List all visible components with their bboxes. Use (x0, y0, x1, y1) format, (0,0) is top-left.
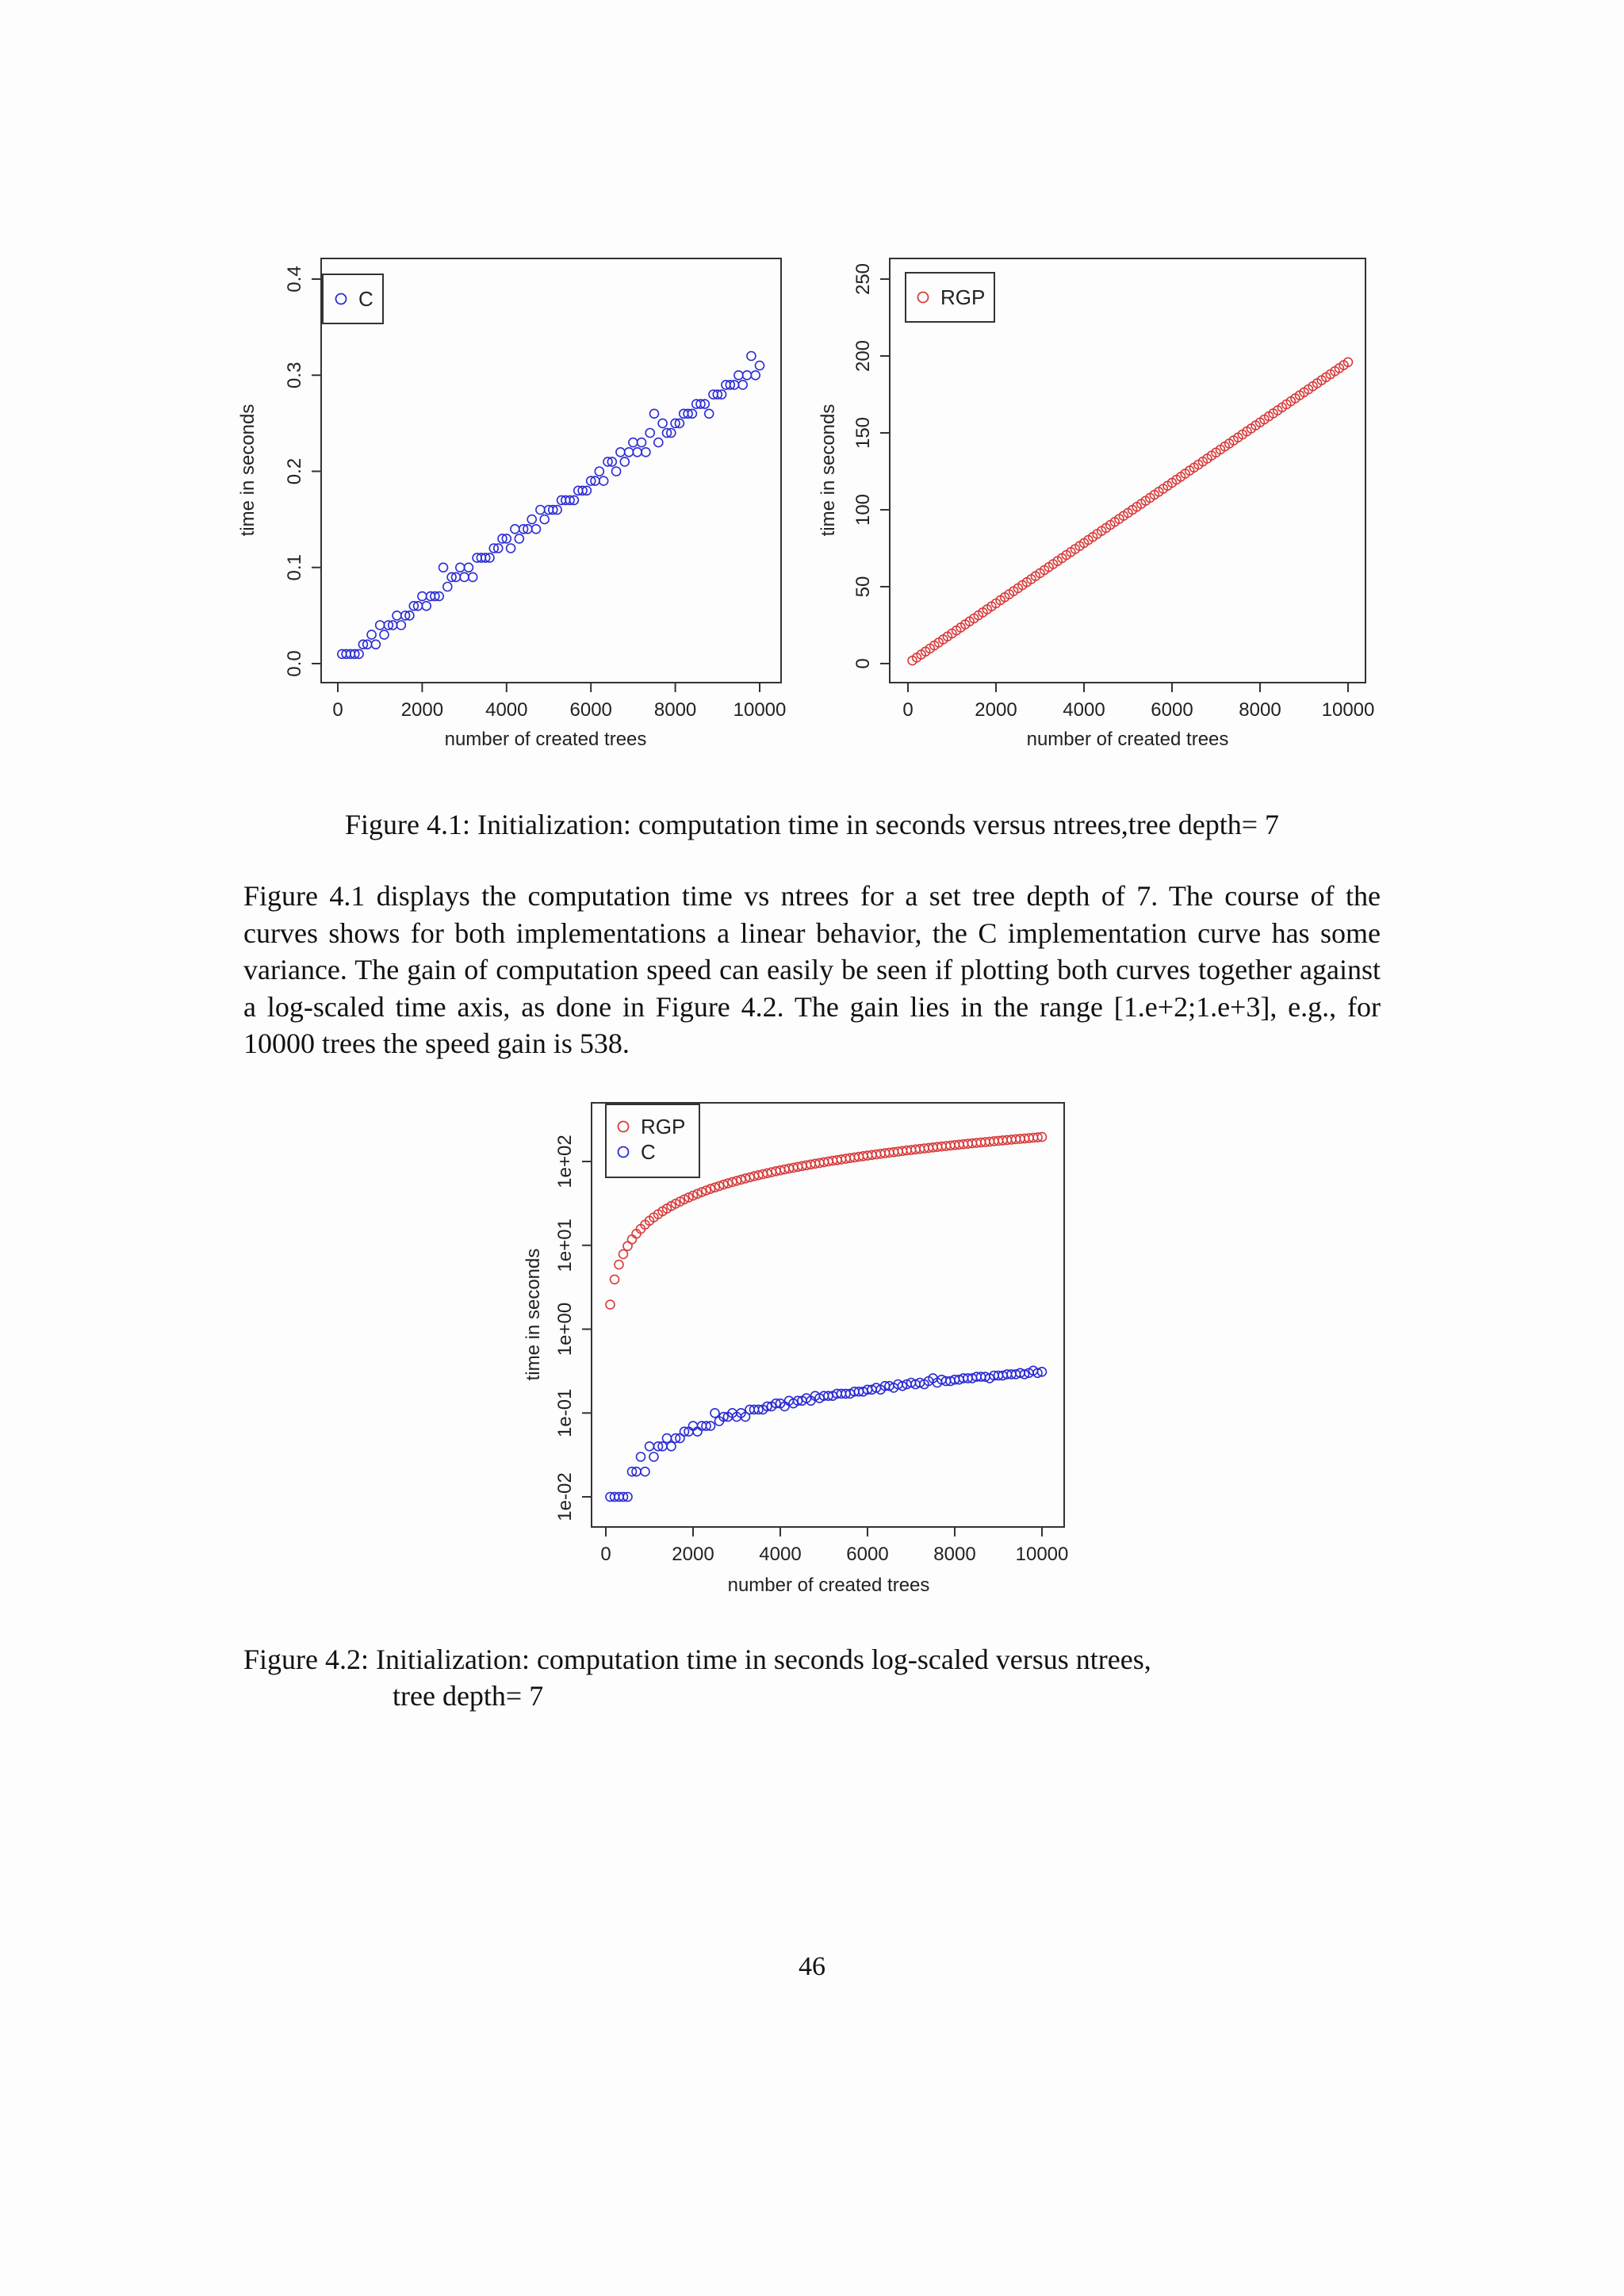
x-tick-label: 0 (600, 1544, 611, 1565)
c-data-point (625, 448, 634, 457)
c-data-point (540, 515, 549, 524)
legend-label-rgp: RGP (641, 1115, 686, 1138)
y-tick-label: 1e+01 (554, 1219, 576, 1272)
rgp-series-points (908, 358, 1352, 664)
x-tick-label: 2000 (975, 699, 1017, 721)
c-data-point (456, 563, 465, 572)
c-data-point (738, 381, 747, 389)
c-series-points (338, 352, 764, 659)
c-data-point (612, 467, 621, 476)
page-number: 46 (799, 1952, 825, 1981)
c-data-point (371, 640, 380, 649)
c-data-point (507, 544, 515, 553)
x-tick-label: 0 (902, 699, 914, 721)
y-tick-label: 1e+02 (554, 1135, 576, 1188)
c-data-point (747, 352, 756, 361)
c-data-point (743, 371, 752, 380)
y-tick-label: 1e-01 (554, 1388, 576, 1437)
figure-4-2-caption (243, 1641, 1393, 1714)
y-axis (554, 1135, 592, 1521)
legend (606, 1104, 699, 1177)
c-data-point (367, 630, 376, 639)
y-tick-label: 0.0 (284, 650, 305, 677)
legend-label-c: C (641, 1140, 656, 1164)
c-data-point (629, 438, 638, 447)
c-data-point (464, 563, 473, 572)
x-axis-label: number of created trees (444, 729, 647, 750)
x-axis (332, 683, 786, 721)
c-data-point (663, 1434, 672, 1443)
legend (323, 274, 383, 323)
c-data-point (620, 457, 629, 466)
y-tick-label: 150 (852, 416, 874, 450)
x-tick-label: 6000 (846, 1544, 889, 1565)
c-data-point (645, 1442, 654, 1451)
y-tick-label: 50 (852, 576, 874, 598)
caption-label: Figure 4.2: (243, 1644, 369, 1675)
c-data-point (756, 362, 764, 370)
x-tick-label: 2000 (672, 1544, 714, 1565)
x-axis (600, 1527, 1068, 1565)
c-data-point (376, 621, 385, 629)
c-data-point (638, 438, 646, 447)
legend-label-c: C (358, 287, 373, 311)
rgp-data-point (606, 1300, 615, 1309)
c-data-point (396, 621, 405, 629)
c-data-point (734, 371, 743, 380)
y-tick-label: 100 (852, 493, 874, 526)
y-axis (852, 263, 890, 669)
rgp-data-point (628, 1235, 637, 1244)
rgp-data-point (615, 1261, 623, 1269)
x-tick-label: 8000 (933, 1544, 976, 1565)
c-data-point (667, 1442, 676, 1451)
log-scaled-comparison-plot (515, 1090, 1086, 1605)
y-tick-label: 0.3 (284, 362, 305, 388)
x-tick-label: 10000 (1015, 1544, 1069, 1565)
y-tick-label: 1e+00 (554, 1302, 576, 1357)
x-axis-label: number of created trees (1026, 729, 1229, 750)
c-data-point (443, 583, 452, 591)
c-data-point (515, 534, 523, 543)
rgp-data-point (619, 1249, 628, 1258)
x-tick-label: 4000 (1063, 699, 1105, 721)
c-data-point (599, 476, 608, 485)
c-data-point (650, 409, 659, 418)
c-data-point (393, 611, 401, 620)
x-tick-label: 4000 (759, 1544, 802, 1565)
c-data-point (460, 572, 469, 581)
x-tick-label: 6000 (1151, 699, 1193, 721)
c-data-point (511, 525, 519, 534)
c-data-point (536, 506, 545, 515)
c-data-point (469, 572, 477, 581)
c-data-point (439, 563, 448, 572)
legend-label-rgp: RGP (940, 285, 986, 309)
legend (906, 273, 994, 322)
caption-line-1: Initialization: computation time in seconds log-scaled versus ntrees, (376, 1644, 1151, 1675)
c-data-point (649, 1452, 658, 1461)
c-data-point (645, 429, 654, 438)
x-tick-label: 0 (332, 699, 343, 721)
y-axis-label: time in seconds (818, 404, 839, 537)
c-data-point (637, 1452, 645, 1461)
c-data-point (633, 448, 642, 457)
body-paragraph: Figure 4.1 displays the computation time vs ntrees for a set tree depth of 7. The course of the curves shows for both implementations a linear behavior, the C implementation curve has some variance. The gain of computation speed can easily be seen if plotting both curves together against a log-scaled time axis, as done in Figure 4.2. The gain lies in the range [1.e+2;1.e+3], e.g., for 10000 trees the speed gain is 538. (243, 880, 1381, 1059)
x-tick-label: 6000 (569, 699, 612, 721)
plot-frame (321, 258, 781, 683)
y-axis (284, 266, 321, 676)
y-axis-label: time in seconds (523, 1248, 544, 1381)
c-data-point (654, 438, 663, 447)
c-data-point (616, 448, 625, 457)
y-tick-label: 1e-02 (554, 1472, 576, 1521)
c-data-point (380, 630, 389, 639)
y-tick-label: 0 (852, 658, 874, 669)
c-data-point (422, 602, 431, 610)
caption-line-2: tree depth= 7 (393, 1680, 544, 1712)
y-tick-label: 250 (852, 262, 874, 296)
x-axis-label: number of created trees (727, 1575, 930, 1596)
y-tick-label: 0.1 (284, 554, 305, 581)
c-data-point (693, 1427, 702, 1436)
rgp-time-scatter-plot (809, 246, 1388, 761)
c-data-point (705, 409, 714, 418)
c-data-point (751, 371, 760, 380)
y-tick-label: 0.2 (284, 457, 305, 485)
c-data-point (527, 515, 536, 524)
c-time-scatter-plot (230, 246, 809, 761)
c-data-point (641, 1468, 649, 1476)
x-tick-label: 2000 (400, 699, 444, 721)
c-data-point (710, 1409, 719, 1418)
y-axis-label: time in seconds (237, 404, 259, 537)
c-data-point (595, 467, 603, 476)
x-tick-label: 8000 (1239, 699, 1281, 721)
x-axis (902, 683, 1374, 721)
c-data-point (658, 419, 667, 427)
figure-4-1-caption: Figure 4.1: Initialization: computation time in seconds versus ntrees,tree depth= 7 (344, 809, 1280, 840)
rgp-data-point (611, 1275, 619, 1284)
x-tick-label: 10000 (1321, 699, 1375, 721)
c-data-point (418, 592, 427, 601)
x-tick-label: 4000 (485, 699, 528, 721)
c-data-point (689, 1422, 698, 1430)
c-data-point (532, 525, 541, 534)
x-tick-label: 8000 (653, 699, 697, 721)
x-tick-label: 10000 (733, 699, 787, 721)
y-tick-label: 200 (852, 339, 874, 373)
c-data-point (642, 448, 650, 457)
y-tick-label: 0.4 (284, 266, 305, 293)
c-series-points (606, 1366, 1047, 1501)
